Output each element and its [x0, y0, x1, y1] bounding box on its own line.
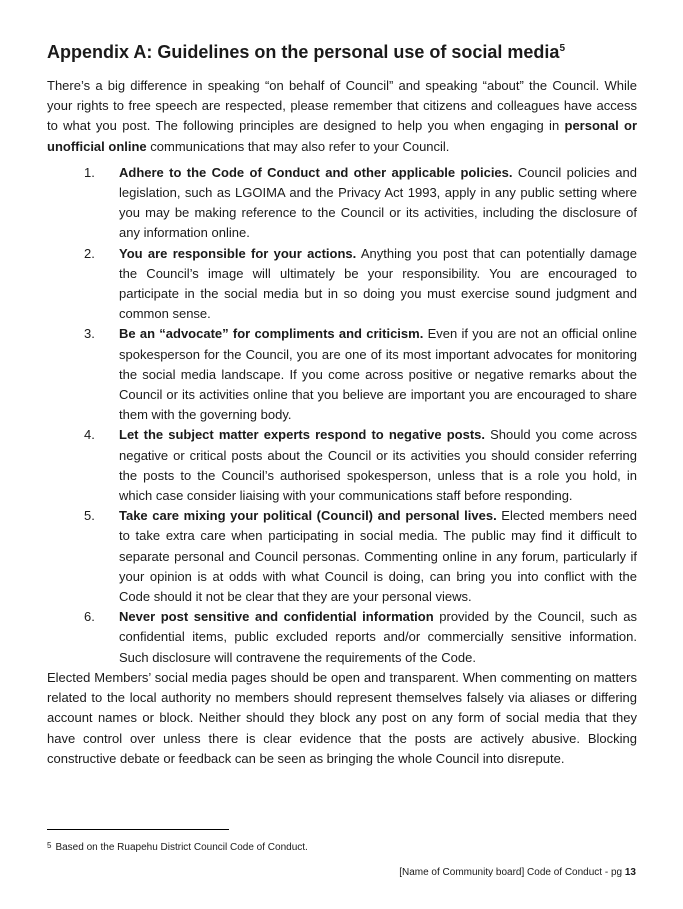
- guideline-heading: Be an “advocate” for compliments and criticism.: [119, 326, 424, 342]
- guideline-text: Even if you are not an official online spokesperson for the Council, you are one of its most important advocates for monitoring the social media landscape. If you come across positive or negative remarks about the Council or its activities online that you believe are important you are encouraged to share them with the governing body.: [119, 326, 637, 423]
- guideline-text: Council policies and legislation, such as LGOIMA and the Privacy Act 1993, apply in any public setting where you may be making reference to the Council or its activities, including the disclosure of any information online.: [119, 164, 637, 241]
- guideline-number: 1.: [84, 164, 95, 180]
- guideline-text: Anything you post that can potentially damage the Council’s image will ultimately be your responsibility. You are encouraged to participate in the social media but in so doing you must exercise sound judgment and common sense.: [119, 245, 637, 322]
- footnote-divider: [47, 829, 229, 830]
- closing-paragraph: Elected Members’ social media pages should be open and transparent. When commenting on matters related to the local authority no members should represent themselves falsely via aliases or differing account names or block. Neither should they block any post on any form of social media that they have control over unless there is clear evidence that the posts are actively abusive. Blocking constructive debate or feedback can be seen as bringing the whole Council into disrepute.: [47, 669, 637, 766]
- guideline-number: 2.: [84, 245, 95, 261]
- guideline-heading: Adhere to the Code of Conduct and other applicable policies.: [119, 164, 513, 180]
- intro-paragraph: [47, 76, 637, 157]
- guideline-item: [47, 425, 637, 506]
- guideline-list: [47, 163, 637, 668]
- guideline-text: Should you come across negative or critical posts about the Council or its activities you should consider referring the posts to the Council’s authorised spokesperson, unless that is a role you hold, in which case consider liaising with your communications staff before responding.: [119, 427, 637, 504]
- footer-text: [Name of Community board] Code of Conduct - pg: [399, 867, 625, 878]
- guideline-item: [47, 607, 637, 668]
- guideline-heading: Let the subject matter experts respond to negative posts.: [119, 427, 486, 443]
- guideline-number: 6.: [84, 609, 95, 625]
- guideline-item: [47, 506, 637, 607]
- page-number: 13: [624, 867, 636, 878]
- intro-tail: communications that may also refer to your Council.: [146, 138, 450, 154]
- guideline-heading: Take care mixing your political (Council) and personal lives.: [119, 508, 497, 524]
- guideline-text: Elected members need to take extra care when participating in social media. The public may find it difficult to separate personal and Council personas. Commenting online in any forum, particularly if your opinion is at odds with what Council is doing, can bring you into conflict with the Code should it not be clear that they are your personal views.: [119, 508, 637, 605]
- title-text: Appendix A: Guidelines on the personal use of social media: [47, 42, 560, 62]
- guideline-heading: You are responsible for your actions.: [119, 245, 357, 261]
- guideline-number: 5.: [84, 508, 95, 524]
- guideline-heading: Never post sensitive and confidential information: [119, 609, 434, 625]
- footnote: [47, 840, 308, 856]
- intro-bold: personal or unofficial online: [47, 118, 638, 154]
- guideline-item: [47, 244, 637, 325]
- footnote-number: 5: [47, 841, 52, 850]
- title-footnote-ref: 5: [559, 43, 565, 54]
- intro-text: There’s a big difference in speaking “on behalf of Council” and speaking “about” the Council. While your rights to free speech are respected, please remember that citizens and colleagues have access to what you post. The following principles are designed to help you when engaging in: [47, 78, 637, 134]
- footnote-text: Based on the Ruapehu District Council Code of Conduct.: [55, 842, 308, 853]
- guideline-text: provided by the Council, such as confidential items, public excluded reports and/or commercially sensitive information. Such disclosure will contravene the requirements of the Code.: [119, 609, 637, 665]
- guideline-number: 4.: [84, 427, 95, 443]
- guideline-number: 3.: [84, 326, 95, 342]
- guideline-item: [47, 324, 637, 425]
- document-page: [47, 40, 637, 769]
- page-footer: [399, 866, 636, 880]
- page-title: [47, 40, 637, 64]
- guideline-item: [47, 163, 637, 244]
